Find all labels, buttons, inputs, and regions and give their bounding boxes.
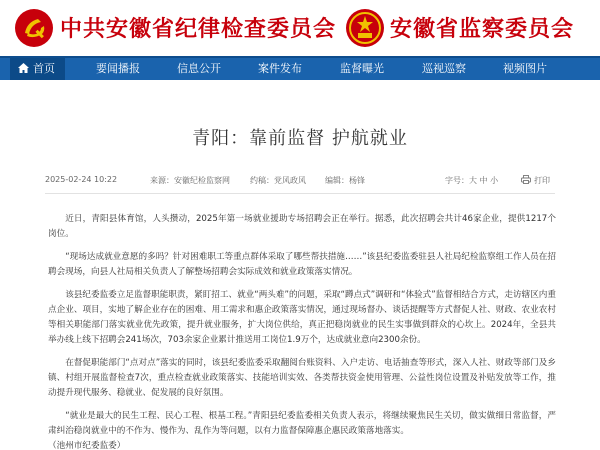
nav-item-exposure[interactable]: 监督曝光 — [340, 62, 384, 75]
nav-item-label: 首页 — [33, 62, 55, 75]
home-icon — [18, 63, 29, 73]
printer-icon — [521, 175, 531, 184]
article-meta — [45, 175, 555, 189]
main-nav — [0, 56, 600, 80]
font-size-control[interactable]: 字号：大 中 小 — [445, 176, 499, 185]
site-banner — [0, 0, 600, 56]
paragraph: “现场达成就业意愿的多吗？针对困难职工等重点群体采取了哪些帮扶措施……”该县纪委监委驻县人社局纪检监察组工作人员在招聘会现场，向县人社局相关负责人了解整场招聘会实际成效和就业政策落实情况。 — [48, 252, 556, 277]
print-button[interactable] — [521, 175, 550, 186]
nav-item-home[interactable] — [10, 58, 65, 80]
party-emblem-icon — [14, 8, 54, 48]
nav-item-news[interactable]: 要闻播报 — [96, 62, 140, 75]
nav-item-cases[interactable]: 案件发布 — [258, 62, 302, 75]
paragraph: 在督促职能部门“点对点”落实的同时，该县纪委监委采取翻阅台账资料、入户走访、电话抽查等形式，深入人社、财政等部门及乡镇、村组开展监督检查7次，重点检查就业政策落实、技能培训实效、各类帮扶资金使用管理、公益性岗位设置及补贴发放等工作，推动提升现代服务、稳就业、促发展的良好氛围。 — [48, 358, 556, 398]
article-author: 约稿：党风政风 — [250, 176, 306, 185]
state-emblem-icon — [345, 8, 385, 48]
commission-title: 中共安徽省纪律检查委员会 — [60, 16, 337, 42]
paragraph: “就业是最大的民生工程、民心工程、根基工程。”青阳县纪委监委相关负责人表示，将继续聚焦民生关切，做实做细日常监督，严肃纠治稳岗就业中的不作为、慢作为、乱作为等问题，以有力监督保障惠企惠民政策落地落实。 — [48, 411, 556, 436]
print-label: 打印 — [534, 176, 550, 185]
meta-divider — [45, 193, 555, 194]
article-body — [48, 212, 556, 450]
paragraph: 近日，青阳县体育馆，人头攒动，2025年第一场就业援助专场招聘会正在举行。据悉，此次招聘会共计46家企业，提供1217个岗位。 — [48, 214, 556, 239]
nav-item-inspection[interactable]: 巡视巡察 — [422, 62, 466, 75]
publish-date: 2025-02-24 10:22 — [45, 175, 118, 184]
nav-item-disclosure[interactable]: 信息公开 — [177, 62, 221, 75]
article-title: 青阳：靠前监督 护航就业 — [192, 128, 408, 149]
source-note: （池州市纪委监委） — [48, 441, 126, 450]
paragraph: 该县纪委监委立足监督职能职责，紧盯招工、就业“两头难”的问题，采取“蹲点式”调研和“体验式”监督相结合方式，走访辖区内重点企业、项目，实地了解企业存在的困难、用工需求和惠企政策落实情况，通过现场督办、谈话提醒等方式督促人社、财政、农业农村等相关职能部门落实就业优先政策，提升就业服务，扩大岗位供给，真正把稳岗就业的民生实事做到群众的心坎上。2024年，全县共举办线上线下招聘会241场次，703余家企业累计推送用工岗位1.9万个，达成就业意向2300余份。 — [48, 290, 556, 345]
nav-item-video[interactable]: 视频图片 — [503, 62, 547, 75]
article-editor: 编辑：杨锋 — [325, 176, 365, 185]
supervisory-title: 安徽省监察委员会 — [390, 16, 575, 42]
article-source: 来源：安徽纪检监察网 — [150, 176, 230, 185]
